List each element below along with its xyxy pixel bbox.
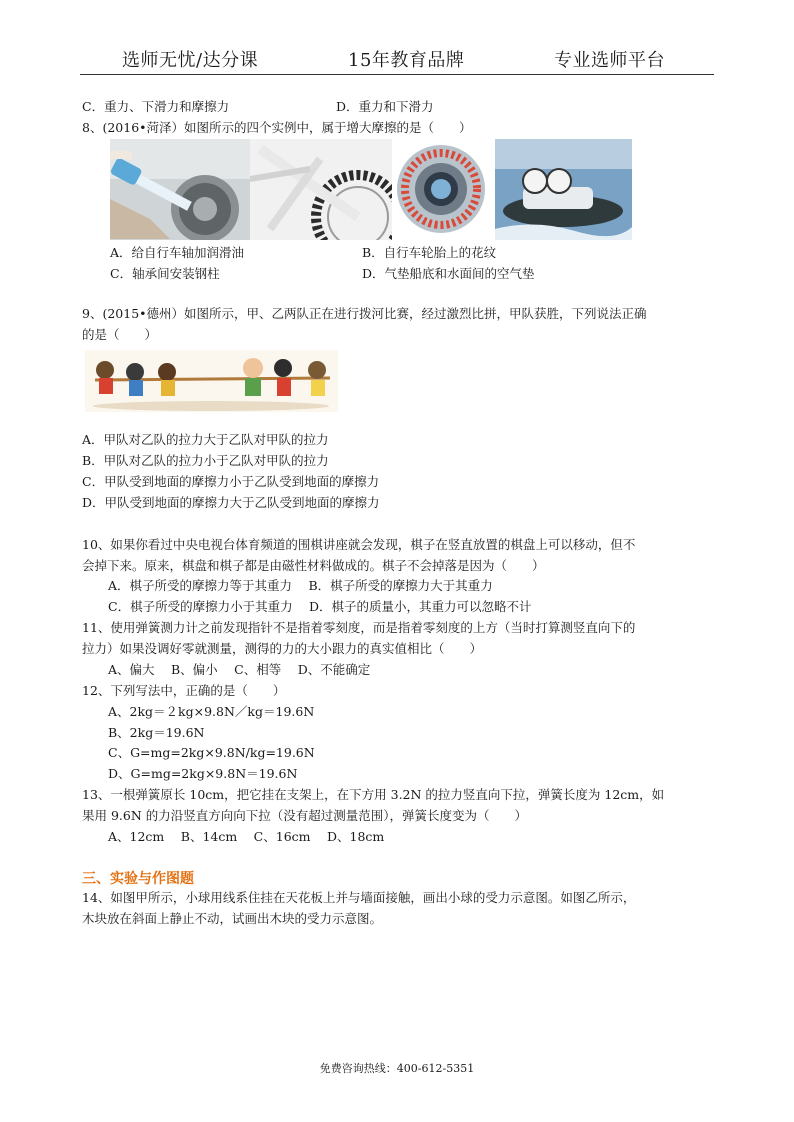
- q13-stem-line-1: 13、一根弹簧原长 10cm，把它挂在支架上，在下方用 3.2N 的拉力竖直向下拉，弹簧长度为 12cm，如: [82, 787, 665, 802]
- q7-option-d: D．重力和下滑力: [336, 99, 434, 114]
- bicycle-tire-tread-photo: [250, 139, 392, 240]
- q11-options: A、偏大 B、偏小 C、相等 D、不能确定: [108, 662, 371, 677]
- q8-stem: 8、(2016•菏泽）如图所示的四个实例中，属于增大摩擦的是（ ）: [82, 120, 472, 135]
- hovercraft-photo: [495, 139, 632, 240]
- q12-option-a: A、2kg＝２kg×9.8N／kg＝19.6N: [108, 704, 315, 719]
- bearing-steel-balls-photo: [393, 139, 493, 240]
- q12-option-b: B、2kg＝19.6N: [108, 725, 205, 740]
- q9-stem-line-1: 9、(2015•德州）如图所示，甲、乙两队正在进行拨河比赛，经过激烈比拼，甲队获胜，下列说法正确: [82, 306, 647, 321]
- q13-options: A、12cm B、14cm C、16cm D、18cm: [108, 829, 385, 844]
- q14-stem-line-2: 木块放在斜面上静止不动，试画出木块的受力示意图。: [82, 911, 383, 926]
- q11-stem-line-1: 11、使用弹簧测力计之前发现指针不是指着零刻度，而是指着零刻度的上方（当时打算测竖直向下的: [82, 620, 636, 635]
- q7-option-c: C．重力、下滑力和摩擦力: [82, 99, 230, 114]
- q11-stem-line-2: 拉力）如果没调好零就测量，测得的力的大小跟力的真实值相比（ ）: [82, 641, 483, 656]
- header-slogan: 15年教育品牌: [348, 50, 465, 71]
- q12-option-d: D、G=mg=2kg×9.8N＝19.6N: [108, 766, 298, 781]
- q10-options-line-1: A．棋子所受的摩擦力等于其重力 B．棋子所受的摩擦力大于其重力: [108, 578, 493, 593]
- q8-option-c: C．轴承间安装钢柱: [110, 266, 220, 281]
- q10-options-line-2: C．棋子所受的摩擦力小于其重力 D．棋子的质量小，其重力可以忽略不计: [108, 599, 532, 614]
- q8-option-d: D．气垫船底和水面间的空气垫: [362, 266, 535, 281]
- bicycle-axle-oiling-photo: [110, 139, 250, 240]
- q9-option-b: B．甲队对乙队的拉力小于乙队对甲队的拉力: [82, 453, 329, 468]
- q14-stem-line-1: 14、如图甲所示，小球用线系住挂在天花板上并与墙面接触，画出小球的受力示意图。如图乙所示，: [82, 890, 636, 905]
- q8-option-b: B．自行车轮胎上的花纹: [362, 245, 497, 260]
- q10-stem-line-1: 10、如果你看过中央电视台体育频道的围棋讲座就会发现，棋子在竖直放置的棋盘上可以移动，但不: [82, 537, 636, 552]
- q9-option-a: A．甲队对乙队的拉力大于乙队对甲队的拉力: [82, 432, 329, 447]
- q9-option-c: C．甲队受到地面的摩擦力小于乙队受到地面的摩擦力: [82, 474, 380, 489]
- q13-stem-line-2: 果用 9.6N 的力沿竖直方向向下拉（没有超过测量范围），弹簧长度变为（ ）: [82, 808, 528, 823]
- header-brand: 选师无忧/达分课: [122, 50, 259, 71]
- q9-option-d: D．甲队受到地面的摩擦力大于乙队受到地面的摩擦力: [82, 495, 380, 510]
- header-platform: 专业选师平台: [554, 50, 665, 71]
- q8-option-a: A．给自行车轴加润滑油: [110, 245, 245, 260]
- header-divider: [80, 74, 714, 75]
- q12-stem: 12、下列写法中，正确的是（ ）: [82, 683, 286, 698]
- footer-hotline: 免费咨询热线：400-612-5351: [319, 1062, 475, 1075]
- q9-stem-line-2: 的是（ ）: [82, 327, 158, 342]
- q10-stem-line-2: 会掉下来。原来，棋盘和棋子都是由磁性材料做成的。棋子不会掉落是因为（ ）: [82, 558, 545, 573]
- section-title: 三、实验与作图题: [82, 871, 194, 887]
- tug-of-war-illustration: [85, 350, 338, 412]
- q12-option-c: C、G=mg=2kg×9.8N/kg=19.6N: [108, 745, 315, 760]
